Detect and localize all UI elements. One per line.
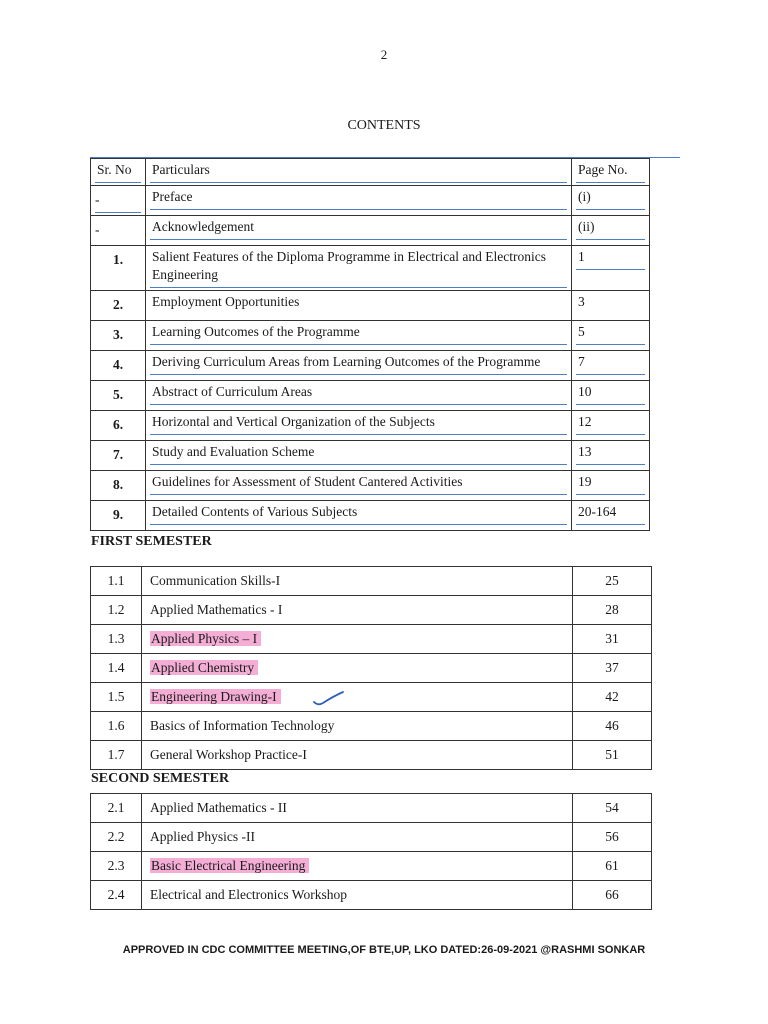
row-particular: Employment Opportunities: [152, 294, 300, 309]
table-row: [91, 683, 652, 712]
table-row: [91, 291, 650, 321]
row-sr: 2.: [112, 297, 124, 312]
row-sr: 8.: [112, 477, 124, 492]
highlighted-subject-name: Basic Electrical Engineering: [150, 858, 309, 873]
table-row: [91, 741, 652, 770]
header-sr-no: Sr. No: [91, 159, 145, 185]
table-row: [91, 567, 652, 596]
row-particular: Study and Evaluation Scheme: [146, 441, 571, 467]
row-sr: -: [95, 222, 100, 237]
subject-name: Communication Skills-I: [150, 573, 281, 588]
subject-code: 2.1: [91, 794, 142, 823]
subject-page: 28: [573, 596, 652, 625]
table-row: [91, 501, 650, 531]
row-page: 3: [578, 294, 585, 309]
subject-code: 1.3: [91, 625, 142, 654]
row-page: 7: [572, 351, 649, 377]
row-page: 13: [572, 441, 649, 467]
row-sr: 6.: [112, 417, 124, 432]
highlighted-subject-name: Applied Chemistry: [150, 660, 258, 675]
table-row: [91, 852, 652, 881]
row-sr: 7.: [112, 447, 124, 462]
subject-code: 1.7: [91, 741, 142, 770]
highlighted-subject-name: Applied Physics – I: [150, 631, 261, 646]
subject-page: 56: [573, 823, 652, 852]
row-particular: Detailed Contents of Various Subjects: [146, 501, 571, 527]
row-page: (ii): [572, 216, 649, 242]
subject-code: 1.5: [91, 683, 142, 712]
subject-page: 42: [573, 683, 652, 712]
row-page: 19: [572, 471, 649, 497]
subject-name: Electrical and Electronics Workshop: [150, 887, 347, 902]
approval-footer: APPROVED IN CDC COMMITTEE MEETING,OF BTE,UP, LKO DATED:26-09-2021 @RASHMI SONKAR: [122, 944, 646, 956]
subject-name: Applied Physics -II: [150, 829, 255, 844]
row-particular: Acknowledgement: [146, 216, 571, 242]
row-sr: 9.: [112, 507, 124, 522]
table-row: [91, 794, 652, 823]
subject-page: 54: [573, 794, 652, 823]
subject-code: 1.2: [91, 596, 142, 625]
table-row: [91, 881, 652, 910]
subject-page: 25: [573, 567, 652, 596]
first-semester-table: [90, 566, 652, 770]
row-page: 10: [572, 381, 649, 407]
table-row: [91, 186, 650, 216]
row-particular: Abstract of Curriculum Areas: [146, 381, 571, 407]
subject-code: 1.6: [91, 712, 142, 741]
row-particular: Preface: [146, 186, 571, 212]
table-row: [91, 441, 650, 471]
table-row: [91, 321, 650, 351]
table-row: [91, 381, 650, 411]
contents-title: CONTENTS: [347, 118, 421, 133]
table-row: [91, 471, 650, 501]
second-semester-heading: SECOND SEMESTER: [91, 771, 230, 786]
subject-code: 2.3: [91, 852, 142, 881]
row-sr: 5.: [112, 387, 124, 402]
table-row: [91, 823, 652, 852]
subject-name: Applied Mathematics - I: [150, 602, 283, 617]
row-page: 20-164: [572, 501, 649, 527]
first-semester-heading: FIRST SEMESTER: [91, 534, 212, 549]
subject-code: 2.2: [91, 823, 142, 852]
row-page: (i): [572, 186, 649, 212]
table-row: [91, 712, 652, 741]
pen-checkmark-icon: [312, 690, 346, 708]
subject-name: Applied Mathematics - II: [150, 800, 287, 815]
subject-name: Basics of Information Technology: [150, 718, 335, 733]
table-row: [91, 411, 650, 441]
header-page-no: Page No.: [572, 159, 649, 185]
table-row: [91, 654, 652, 683]
row-sr: 1.: [112, 252, 124, 267]
subject-code: 1.4: [91, 654, 142, 683]
subject-page: 37: [573, 654, 652, 683]
row-particular: Horizontal and Vertical Organization of the Subjects: [146, 411, 571, 437]
table-row: [91, 625, 652, 654]
row-particular: Guidelines for Assessment of Student Cantered Activities: [146, 471, 571, 497]
subject-page: 61: [573, 852, 652, 881]
table-row: [91, 351, 650, 381]
row-particular: Salient Features of the Diploma Programme in Electrical and Electronics Engineering: [146, 246, 571, 290]
subject-page: 51: [573, 741, 652, 770]
row-page: 12: [572, 411, 649, 437]
subject-page: 31: [573, 625, 652, 654]
subject-name: General Workshop Practice-I: [150, 747, 307, 762]
subject-code: 1.1: [91, 567, 142, 596]
header-particulars: Particulars: [146, 159, 571, 185]
row-page: 5: [572, 321, 649, 347]
page-number: 2: [380, 47, 388, 62]
subject-page: 66: [573, 881, 652, 910]
second-semester-table: [90, 793, 652, 910]
table-row: [91, 246, 650, 291]
highlighted-subject-name: Engineering Drawing-I: [150, 689, 281, 704]
table-row: [91, 216, 650, 246]
row-particular: Deriving Curriculum Areas from Learning Outcomes of the Programme: [146, 351, 571, 377]
row-sr: -: [91, 186, 145, 215]
row-particular: Learning Outcomes of the Programme: [146, 321, 571, 347]
subject-code: 2.4: [91, 881, 142, 910]
row-page: 1: [572, 246, 649, 272]
contents-header-row: [91, 159, 650, 186]
row-sr: 3.: [112, 327, 124, 342]
table-row: [91, 596, 652, 625]
contents-table: [90, 158, 650, 531]
row-sr: 4.: [112, 357, 124, 372]
subject-page: 46: [573, 712, 652, 741]
